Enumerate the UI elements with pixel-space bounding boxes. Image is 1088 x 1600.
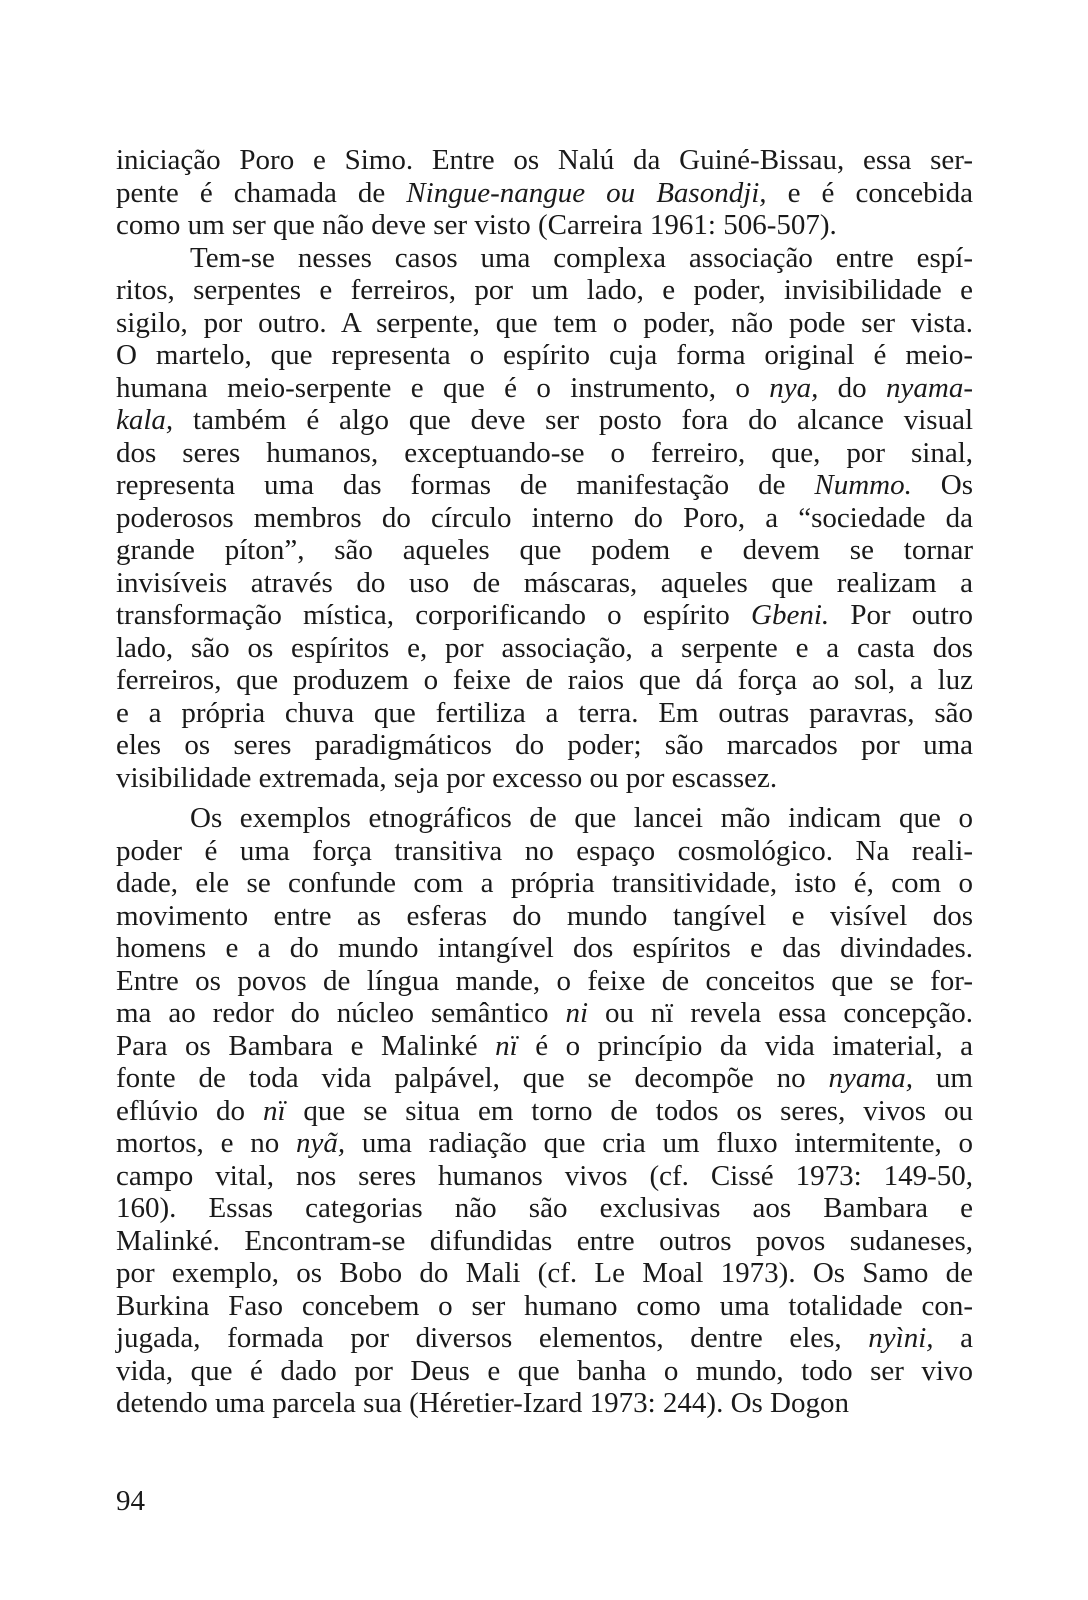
text-line — [116, 1289, 973, 1323]
text-run: Os exemplos etnográficos de que lancei mão indicam que o — [190, 802, 973, 834]
text-line — [116, 501, 973, 535]
italic-term: nya, — [769, 371, 819, 404]
text-run: Malinké. Encontram-se difundidas entre outros povos sudaneses, — [116, 1224, 973, 1257]
text-run: mortos, e no — [116, 1127, 297, 1159]
text-line — [116, 996, 973, 1030]
text-line — [116, 598, 973, 632]
text-run: ou nï revela essa concepção. — [588, 997, 974, 1029]
text-line — [116, 566, 973, 600]
text-run: lado, são os espíritos e, por associação, a serpente e a casta dos — [116, 631, 973, 664]
text-run: movimento entre as esferas do mundo tangível e visível dos — [116, 899, 973, 932]
text-line — [116, 866, 973, 900]
text-line — [116, 1094, 973, 1128]
text-run: 160). Essas categorias não são exclusivas aos Bambara e — [116, 1192, 973, 1224]
text-line — [116, 1321, 973, 1355]
text-run: eles os seres paradigmáticos do poder; são marcados por uma — [116, 729, 973, 761]
text-run: poder é uma força transitiva no espaço cosmológico. Na reali- — [116, 834, 973, 867]
text-line — [116, 273, 973, 307]
text-run: Os — [911, 469, 973, 501]
italic-term: ni — [565, 997, 589, 1029]
italic-term: Ningue-nangue ou Basondji, — [406, 176, 767, 209]
text-run: fonte de toda vida palpável, que se decompõe no — [116, 1062, 829, 1094]
text-run: pente é chamada de — [116, 176, 407, 209]
text-run: Por outro — [829, 599, 973, 631]
text-line — [190, 241, 973, 275]
text-line — [116, 1256, 973, 1290]
text-line — [116, 631, 973, 665]
text-line — [116, 728, 973, 762]
text-run: campo vital, nos seres humanos vivos (cf. Cissé 1973: 149-50, — [116, 1159, 973, 1192]
italic-term: nyama- — [886, 371, 974, 404]
text-line — [116, 663, 973, 697]
text-run: também é algo que deve ser posto fora do alcance visual — [173, 404, 973, 436]
text-run: como um ser que não deve ser visto (Carreira 1961: 506-507). — [116, 209, 837, 241]
text-run: Entre os povos de língua mande, o feixe de conceitos que se for- — [116, 964, 973, 997]
text-line — [116, 1061, 973, 1095]
text-line — [190, 801, 973, 835]
text-line — [116, 834, 973, 868]
text-line — [116, 1159, 973, 1193]
italic-term: nï — [495, 1029, 518, 1062]
text-run: jugada, formada por diversos elementos, dentre eles, — [116, 1322, 869, 1354]
text-run: que se situa em torno de todos os seres, vivos ou — [285, 1094, 973, 1127]
text-line — [116, 208, 973, 242]
text-line — [116, 931, 973, 965]
italic-term: Nummo. — [814, 469, 912, 501]
text-line — [116, 306, 973, 340]
text-line — [116, 899, 973, 933]
text-run: um — [913, 1062, 973, 1094]
text-run: Tem-se nesses casos uma complexa associação entre espí- — [190, 241, 973, 274]
italic-term: kala, — [116, 404, 174, 436]
text-line — [116, 1126, 973, 1160]
page-number: 94 — [116, 1485, 145, 1517]
text-run: vida, que é dado por Deus e que banha o mundo, todo ser vivo — [116, 1354, 973, 1387]
text-line — [116, 696, 973, 730]
text-line — [116, 761, 973, 795]
text-run: ritos, serpentes e ferreiros, por um lado, e poder, invisibilidade e — [116, 274, 973, 306]
text-line — [116, 176, 973, 210]
text-run: detendo uma parcela sua (Héretier-Izard 1973: 244). Os Dogon — [116, 1387, 850, 1419]
text-line — [116, 1029, 973, 1063]
italic-term: nyama, — [828, 1062, 914, 1094]
text-run: por exemplo, os Bobo do Mali (cf. Le Moal 1973). Os Samo de — [116, 1257, 973, 1289]
text-run: iniciação Poro e Simo. Entre os Nalú da Guiné-Bissau, essa ser- — [116, 144, 973, 176]
text-line — [116, 964, 973, 998]
text-run: poderosos membros do círculo interno do Poro, a “sociedade da — [116, 501, 973, 534]
text-line — [116, 436, 973, 470]
italic-term: nï — [262, 1094, 286, 1127]
text-run: visibilidade extremada, seja por excesso ou por escassez. — [116, 761, 778, 794]
text-line — [116, 468, 973, 502]
text-line — [116, 1191, 973, 1225]
text-run: dade, ele se confunde com a própria transitividade, isto é, com o — [116, 867, 973, 899]
text-run: sigilo, por outro. A serpente, que tem o poder, não pode ser vista. — [116, 306, 973, 339]
text-run: invisíveis através do uso de máscaras, aqueles que realizam a — [116, 566, 973, 599]
text-line — [116, 403, 973, 437]
italic-term: nyìni, — [868, 1322, 934, 1354]
text-run: grande píton”, são aqueles que podem e devem se tornar — [116, 534, 973, 566]
text-run: é o princípio da vida imaterial, a — [517, 1029, 973, 1062]
text-line — [116, 533, 973, 567]
text-run: ma ao redor do núcleo semântico — [116, 997, 566, 1029]
text-line — [116, 338, 973, 372]
italic-term: nyã, — [296, 1127, 346, 1159]
text-run: uma radiação que cria um fluxo intermitente, o — [345, 1127, 973, 1159]
text-run: transformação mística, corporificando o espírito — [116, 599, 751, 631]
text-line — [116, 1386, 973, 1420]
text-line — [116, 143, 973, 177]
text-run: a — [933, 1322, 973, 1354]
text-run: e a própria chuva que fertiliza a terra. Em outras paravras, são — [116, 696, 973, 729]
text-line — [116, 1224, 973, 1258]
text-run: O martelo, que representa o espírito cuja forma original é meio- — [116, 339, 973, 371]
text-run: do — [818, 371, 887, 404]
text-run: humana meio-serpente e que é o instrumento, o — [116, 371, 770, 404]
text-run: dos seres humanos, exceptuando-se o ferreiro, que, por sinal, — [116, 436, 973, 469]
text-run: ferreiros, que produzem o feixe de raios que dá força ao sol, a luz — [116, 664, 973, 696]
text-line — [116, 371, 973, 405]
text-run: eflúvio do — [116, 1094, 263, 1127]
text-run: Burkina Faso concebem o ser humano como uma totalidade con- — [116, 1289, 973, 1322]
text-run: e é concebida — [766, 176, 973, 209]
text-run: homens e a do mundo intangível dos espíritos e das divindades. — [116, 932, 973, 964]
italic-term: Gbeni. — [751, 599, 830, 631]
text-line — [116, 1354, 973, 1388]
text-run: representa uma das formas de manifestação de — [116, 469, 815, 501]
text-run: Para os Bambara e Malinké — [116, 1029, 496, 1062]
